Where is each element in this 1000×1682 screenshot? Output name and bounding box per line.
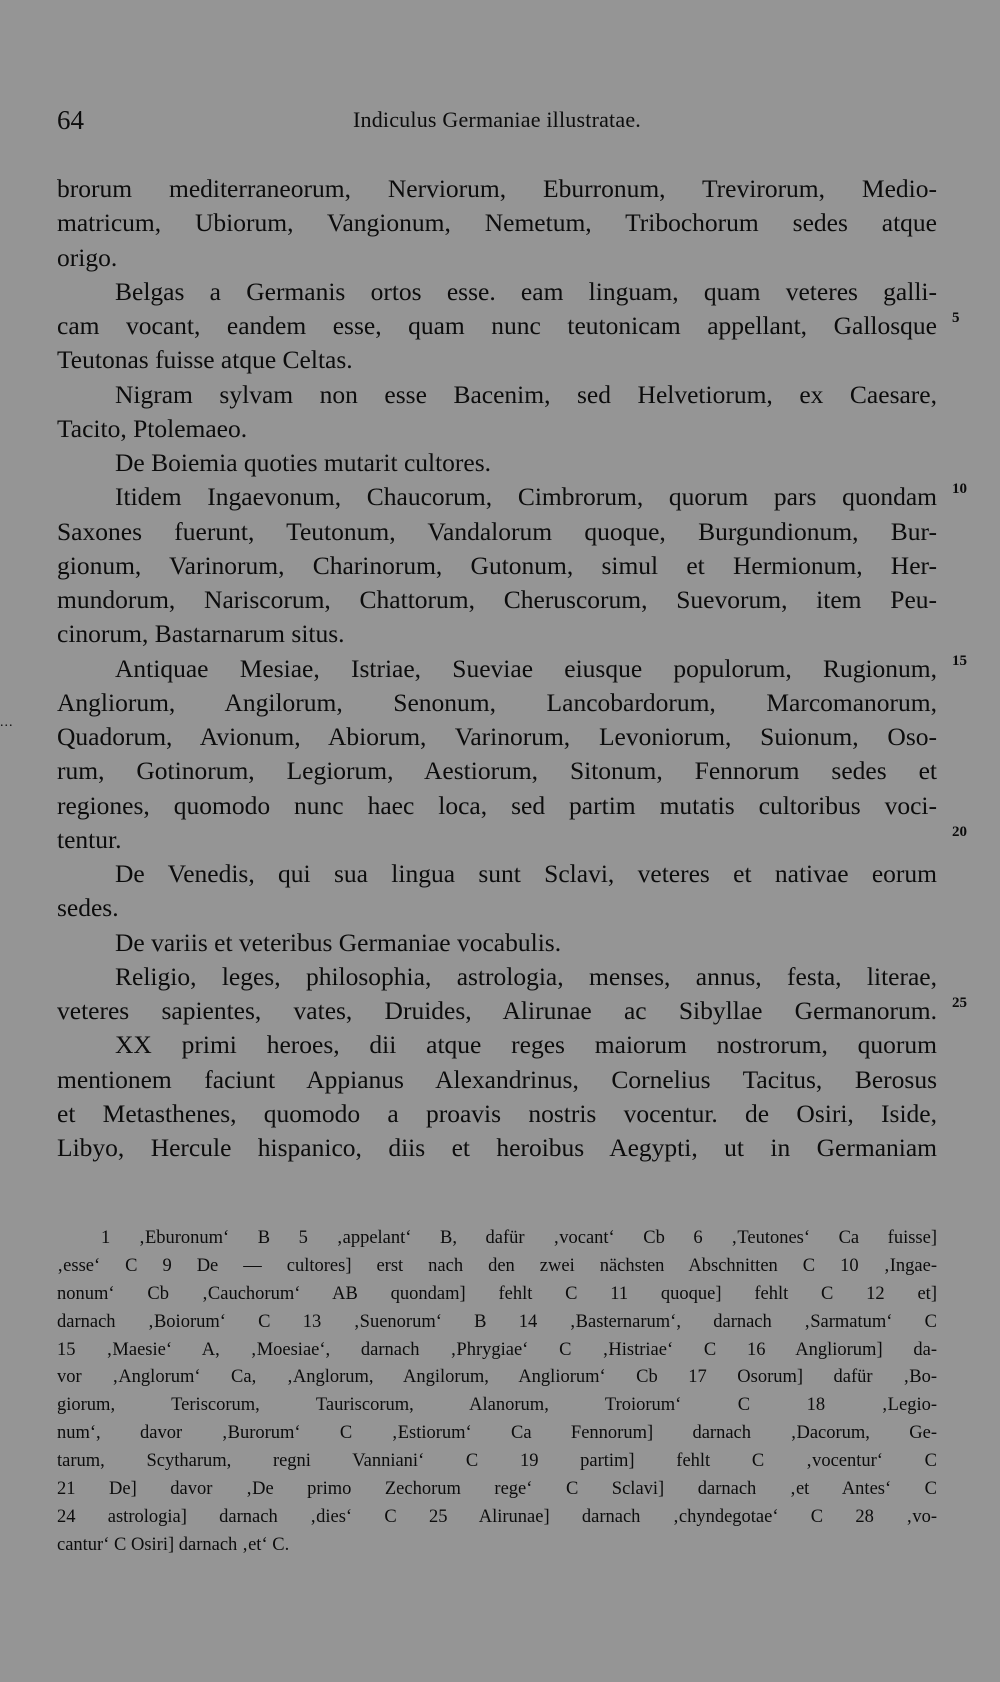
text-line: Libyo, Hercule hispanico, diis et heroibus Aegypti, ut in Germaniam: [57, 1133, 937, 1162]
text-line: cam vocant, eandem esse, quam nunc teutonicam appellant, Gallosque: [57, 311, 937, 340]
text-line: tentur.: [57, 824, 122, 854]
text-line: cinorum, Bastarnarum situs.: [57, 619, 345, 649]
text-line: origo.: [57, 242, 118, 272]
footnote-line: nonum‘ Cb ‚Cauchorum‘ AB quondam] fehlt C 11 quoque] fehlt C 12 et]: [57, 1283, 937, 1304]
text-line: Teutonas fuisse atque Celtas.: [57, 345, 353, 375]
footnote-line: giorum, Teriscorum, Tauriscorum, Alanorum, Troiorum‘ C 18 ‚Legio-: [57, 1395, 937, 1416]
text-line: matricum, Ubiorum, Vangionum, Nemetum, Tribochorum sedes atque: [57, 208, 937, 238]
footnote-line: 21 De] davor ‚De primo Zechorum rege‘ C Sclavi] darnach ‚et Antes‘ C: [57, 1479, 937, 1500]
text-line: mundorum, Nariscorum, Chattorum, Cheruscorum, Suevorum, item Peu-: [57, 585, 937, 614]
text-line: veteres sapientes, vates, Druides, Alirunae ac Sibyllae Germanorum.: [57, 996, 937, 1025]
text-line: De Boiemia quoties mutarit cultores.: [115, 448, 492, 477]
text-line: mentionem faciunt Appianus Alexandrinus, Cornelius Tacitus, Berosus: [57, 1064, 937, 1094]
text-line: rum, Gotinorum, Legiorum, Aestiorum, Sitonum, Fennorum sedes et: [57, 756, 937, 786]
text-line: Itidem Ingaevonum, Chaucorum, Cimbrorum, quorum pars quondam: [115, 482, 937, 512]
line-number: 25: [952, 995, 967, 1011]
critical-apparatus: [57, 1225, 937, 1560]
running-title: Indiculus Germaniae illustratae.: [352, 107, 642, 132]
main-text: [57, 172, 967, 1165]
text-line: Antiquae Mesiae, Istriae, Sueviae eiusque populorum, Rugionum,: [115, 653, 937, 683]
page-header: [57, 105, 937, 145]
margin-mark: ...: [0, 715, 14, 730]
text-line: Tacito, Ptolemaeo.: [57, 413, 248, 443]
text-line: Quadorum, Avionum, Abiorum, Varinorum, Levoniorum, Suionum, Oso-: [57, 722, 937, 751]
footnote-line: darnach ‚Boiorum‘ C 13 ‚Suenorum‘ B 14 ‚Basternarum‘, darnach ‚Sarmatum‘ C: [57, 1311, 937, 1332]
footnote-line: 15 ‚Maesie‘ A, ‚Moesiae‘, darnach ‚Phrygiae‘ C ‚Histriae‘ C 16 Angliorum] da-: [57, 1339, 937, 1360]
text-line: XX primi heroes, dii atque reges maiorum nostrorum, quorum: [115, 1030, 937, 1060]
text-line: Nigram sylvam non esse Bacenim, sed Helvetiorum, ex Caesare,: [115, 379, 937, 409]
text-line: sedes.: [57, 893, 119, 923]
footnote-line: 24 astrologia] darnach ‚dies‘ C 25 Alirunae] darnach ‚chyndegotae‘ C 28 ‚vo-: [57, 1506, 937, 1527]
text-line: Angliorum, Angilorum, Senonum, Lancobardorum, Marcomanorum,: [57, 687, 937, 717]
line-number: 5: [952, 310, 960, 326]
footnote-line: vor ‚Anglorum‘ Ca, ‚Anglorum, Angilorum, Angliorum‘ Cb 17 Osorum] dafür ‚Bo-: [57, 1367, 937, 1388]
footnote-line: tarum, Scytharum, regni Vanniani‘ C 19 partim] fehlt C ‚vocentur‘ C: [57, 1451, 937, 1472]
line-number: 15: [952, 652, 967, 669]
footnote-line: 1 ‚Eburonum‘ B 5 ‚appelant‘ B, dafür ‚vocant‘ Cb 6 ‚Teutones‘ Ca fuisse]: [101, 1228, 937, 1248]
footnote-line: ‚esse‘ C 9 De — cultores] erst nach den zwei nächsten Abschnitten C 10 ‚Ingae-: [57, 1255, 937, 1276]
footnote-line: cantur‘ C Osiri] darnach ‚et‘ C.: [57, 1534, 290, 1555]
text-line: brorum mediterraneorum, Nerviorum, Eburronum, Trevirorum, Medio-: [57, 174, 937, 203]
text-line: De Venedis, qui sua lingua sunt Sclavi, veteres et nativae eorum: [115, 859, 937, 888]
page-number: 64: [57, 105, 84, 135]
line-number: 10: [952, 481, 967, 498]
text-line: regiones, quomodo nunc haec loca, sed partim mutatis cultoribus voci-: [57, 790, 937, 820]
text-line: Belgas a Germanis ortos esse. eam linguam, quam veteres galli-: [115, 276, 937, 306]
text-line: Saxones fuerunt, Teutonum, Vandalorum quoque, Burgundionum, Bur-: [57, 516, 937, 546]
text-line: Religio, leges, philosophia, astrologia, menses, annus, festa, literae,: [115, 961, 937, 991]
text-line: et Metasthenes, quomodo a proavis nostris vocentur. de Osiri, Iside,: [57, 1098, 937, 1128]
text-line: gionum, Varinorum, Charinorum, Gutonum, simul et Hermionum, Her-: [57, 550, 937, 580]
text-line: De variis et veteribus Germaniae vocabulis.: [115, 927, 562, 957]
footnote-line: num‘, davor ‚Burorum‘ C ‚Estiorum‘ Ca Fennorum] darnach ‚Dacorum, Ge-: [57, 1423, 937, 1444]
line-number: 20: [952, 823, 967, 840]
